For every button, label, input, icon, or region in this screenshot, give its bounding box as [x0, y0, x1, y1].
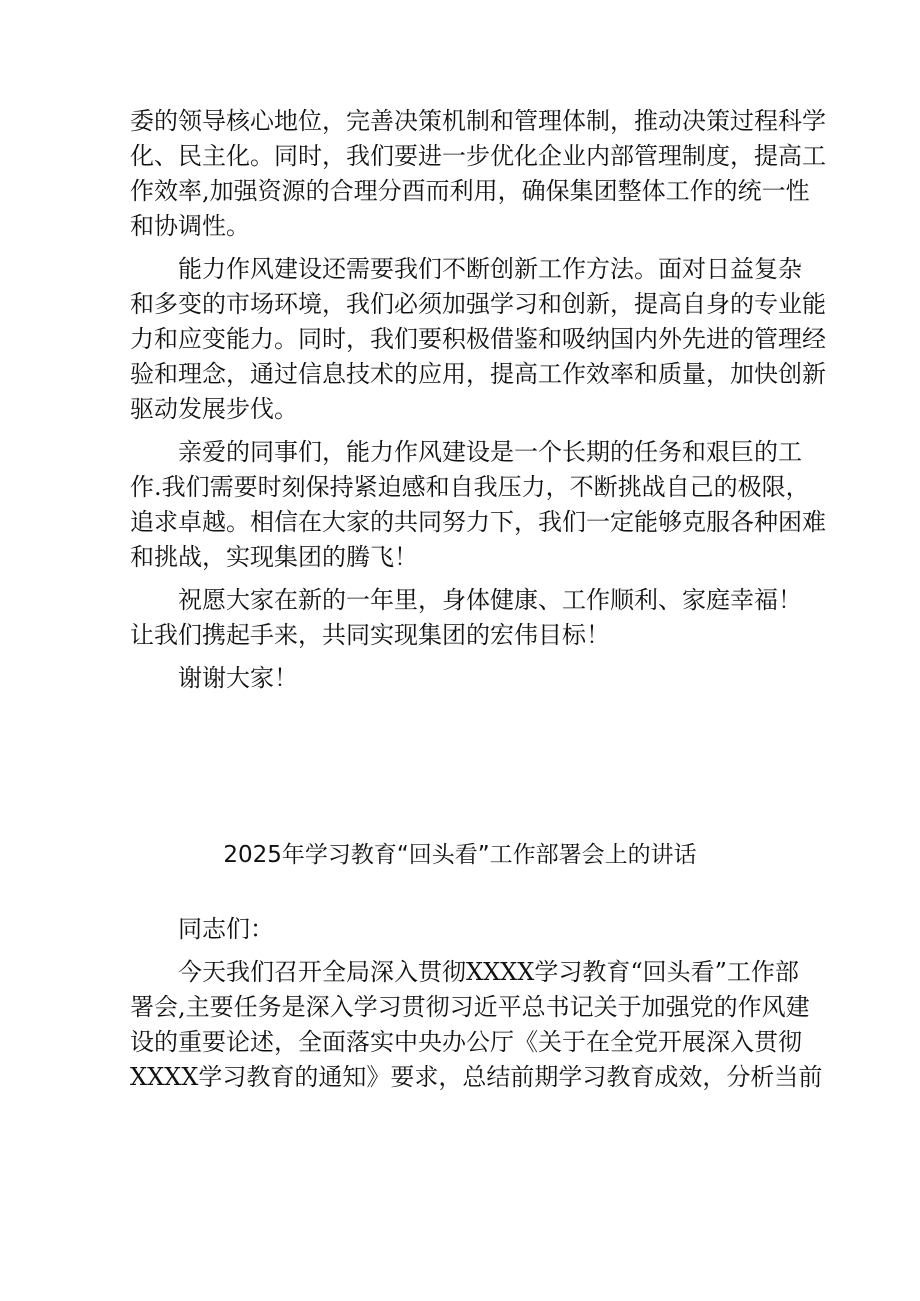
text-line: 驱动发展步伐。: [130, 395, 298, 423]
text-line: 祝愿大家在新的一年里，身体健康、工作顺利、家庭幸福！: [178, 586, 802, 614]
text-line: 和多变的市场环境，我们必须加强学习和创新，提高自身的专业能: [130, 290, 826, 318]
text-line: 作效率,加强资源的合理分酉而利用，确保集团整体工作的统一性: [130, 177, 810, 205]
text-line: 能力作风建设还需要我们不断创新工作方法。面对日益复杂: [178, 255, 802, 283]
text-line: 今天我们召开全局深入贯彻XXXX学习教育“回头看”工作部: [178, 958, 799, 986]
top-section: [130, 104, 826, 696]
text-line: XXXX学习教育的通知》要求，总结前期学习教育成效，分析当前: [130, 1063, 823, 1091]
greeting: 同志们：: [178, 915, 274, 943]
paragraph-wishes: [130, 583, 802, 653]
text-line: 验和理念，通过信息技术的应用，提高工作效率和质量，加快创新: [130, 360, 826, 388]
text-line: 谢谢大家！: [178, 664, 298, 692]
text-line: 设的重要论述，全面落实中央办公厅《关于在全党开展深入贯彻: [130, 1028, 802, 1056]
paragraph-thanks: [130, 661, 792, 696]
text-line: 委的领导核心地位，完善决策机制和管理体制，推动决策过程科学: [130, 107, 826, 135]
section-title: 2025年学习教育“回头看”工作部署会上的讲话: [223, 842, 697, 868]
text-line: 署会,主要任务是深入学习贯彻习近平总书记关于加强党的作风建: [130, 993, 810, 1021]
text-line: 力和应变能力。同时，我们要积极借鉴和吸纳国内外先进的管理经: [130, 325, 826, 353]
text-line: 和挑战，实现集团的腾飞！: [130, 543, 418, 571]
text-line: 和协调性。: [130, 212, 250, 240]
paragraph-meeting: [130, 955, 823, 1095]
text-line: 让我们携起手来，共同实现集团的宏伟目标！: [130, 621, 610, 649]
paragraph-innovation: [130, 252, 826, 427]
text-line: 亲爱的同事们，能力作风建设是一个长期的任务和艰巨的工: [178, 438, 802, 466]
paragraph-colleagues: [130, 435, 826, 575]
bottom-section: [130, 912, 823, 1095]
text-line: 化、民主化。同时，我们要进一步优化企业内部管理制度，提高工: [130, 142, 826, 170]
text-line: 追求卓越。相信在大家的共同努力下，我们一定能够克服各种困难: [130, 508, 826, 536]
paragraph-leadership: [130, 104, 826, 244]
text-line: 作.我们需要时刻保持紧迫感和自我压力，不断挑战自己的极限，: [130, 473, 810, 501]
